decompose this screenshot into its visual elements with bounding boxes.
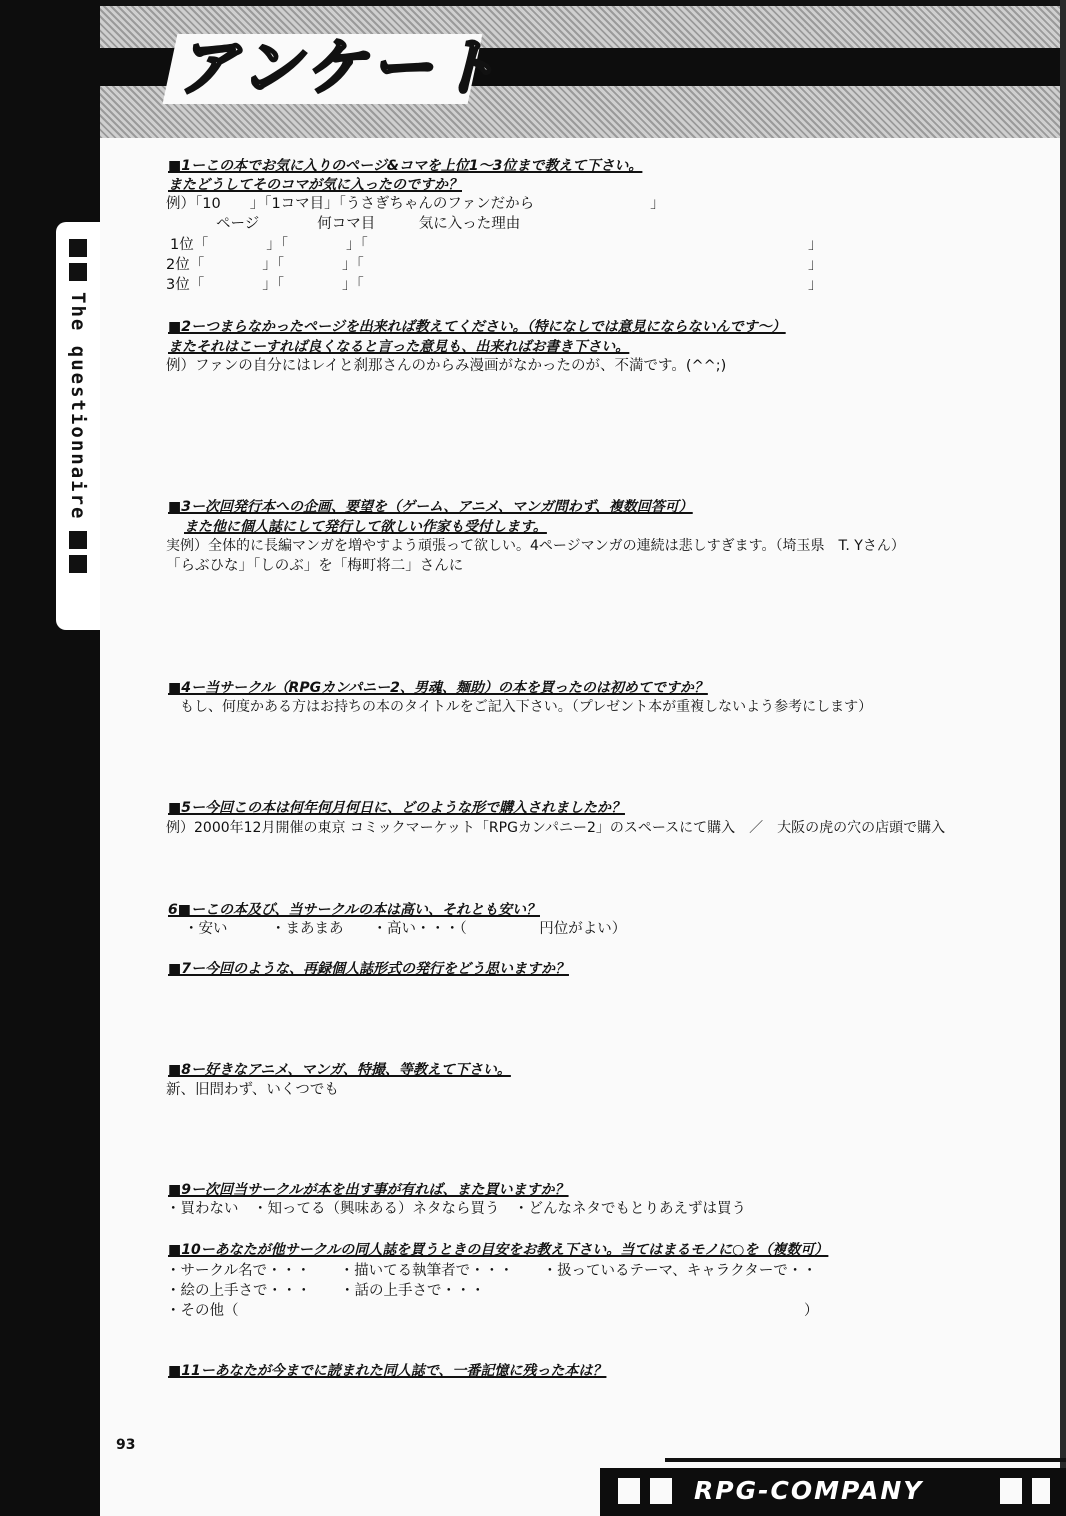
q10-options-2[interactable]: ・絵の上手さで・・・ ・話の上手さで・・・ <box>166 1283 485 1299</box>
square-icon <box>69 239 87 257</box>
q7-title: ■7ー今回のような、再録個人誌形式の発行をどう思いますか？ <box>168 961 569 977</box>
q2-title: ■2ーつまらなかったページを出来れば教えてください。（特になしでは意見にならないんです〜） <box>168 319 786 335</box>
q9-options[interactable]: ・買わない ・知ってる（興味ある）ネタなら買う ・どんなネタでもとりあえずは買う <box>166 1201 746 1217</box>
top-stripe <box>100 0 1066 6</box>
q10-close: ） <box>804 1303 819 1319</box>
q1-title: ■1ーこの本でお気に入りのページ&コマを上位1〜3位まで教えて下さい。 <box>168 158 643 174</box>
q2-example: 例）ファンの自分にはレイと刹那さんのからみ漫画がなかったのが、不満です。(^^;) <box>166 358 727 374</box>
q1-rank1[interactable]: 1位「 」「 」「 <box>170 237 368 253</box>
square-icon <box>69 555 87 573</box>
q3-title: ■3ー次回発行本への企画、要望を（ゲーム、アニメ、マンガ問わず、複数回答可） <box>168 499 693 515</box>
q10-options-3[interactable]: ・その他（ <box>166 1303 239 1319</box>
q3-subtitle: また他に個人誌にして発行して欲しい作家も受付します。 <box>184 519 547 535</box>
square-icon <box>650 1478 672 1504</box>
page-title: アンケート <box>176 31 503 104</box>
side-title-text: The questionnaire <box>67 292 89 521</box>
q8-title: ■8ー好きなアニメ、マンガ、特撮、等教えて下さい。 <box>168 1062 511 1078</box>
q6-options[interactable]: ・安い ・まあまあ ・高い・・・（ 円位がよい） <box>184 921 627 937</box>
q2-subtitle: またそれはこーすれば良くなると言った意見も、出来ればお書き下さい。 <box>168 339 630 355</box>
square-icon <box>69 263 87 281</box>
q1-rank1-close: 」 <box>808 237 823 253</box>
q5-title: ■5ー今回この本は何年何月何日に、どのような形で購入されましたか？ <box>168 800 625 816</box>
q4-title: ■4ー当サークル（RPGカンパニー2、男魂、麺助）の本を買ったのは初めてですか？ <box>168 680 708 696</box>
q1-rank3-close: 」 <box>808 277 823 293</box>
q9-title: ■9ー次回当サークルが本を出す事が有れば、また買いますか？ <box>168 1182 569 1198</box>
q3-example: 実例）全体的に長編マンガを増やすよう頑張って欲しい。4ページマンガの連続は悲しすぎます。（埼玉県 T. Yさん） <box>166 538 905 554</box>
side-title <box>62 236 94 626</box>
q3-answer: 「らぶひな」「しのぶ」を「梅町将二」さんに <box>166 558 464 574</box>
square-icon <box>1000 1478 1022 1504</box>
square-icon <box>69 531 87 549</box>
q11-title: ■11ーあなたが今までに読まれた同人誌で、一番記憶に残った本は？ <box>168 1363 607 1379</box>
q1-captions: ページ 何コマ目 気に入った理由 <box>216 216 521 232</box>
page-number: 93 <box>116 1437 136 1453</box>
footer-line <box>665 1458 1066 1462</box>
page-edge <box>1060 0 1066 1516</box>
q1-rank2[interactable]: 2位「 」「 」「 <box>166 257 364 273</box>
q10-options-1[interactable]: ・サークル名で・・・ ・描いてる執筆者で・・・ ・扱っているテーマ、キャラクターで・・ <box>166 1263 817 1279</box>
square-icon <box>618 1478 640 1504</box>
q6-title: 6■ーこの本及び、当サークルの本は高い、それとも安い？ <box>168 902 540 918</box>
q1-rank3[interactable]: 3位「 」「 」「 <box>166 277 364 293</box>
q1-rank2-close: 」 <box>808 257 823 273</box>
square-icon <box>1032 1478 1050 1504</box>
q8-note: 新、旧問わず、いくつでも <box>166 1082 339 1098</box>
q4-note: もし、何度かある方はお持ちの本のタイトルをご記入下さい。（プレゼント本が重複しないよう参考にします） <box>180 699 873 715</box>
footer-brand: RPG-COMPANY <box>694 1476 924 1505</box>
q5-example: 例）2000年12月開催の東京 コミックマーケット「RPGカンパニー2」のスペースにて購入 ／ 大阪の虎の穴の店頭で購入 <box>166 820 946 836</box>
q1-subtitle: またどうしてそのコマが気に入ったのですか？ <box>168 177 462 193</box>
q10-title: ■10ーあなたが他サークルの同人誌を買うときの目安をお教え下さい。当てはまるモノに○を（複数可） <box>168 1242 829 1258</box>
q1-example: 例）「10 」「1コマ目」「うさぎちゃんのファンだから 」 <box>166 196 665 212</box>
